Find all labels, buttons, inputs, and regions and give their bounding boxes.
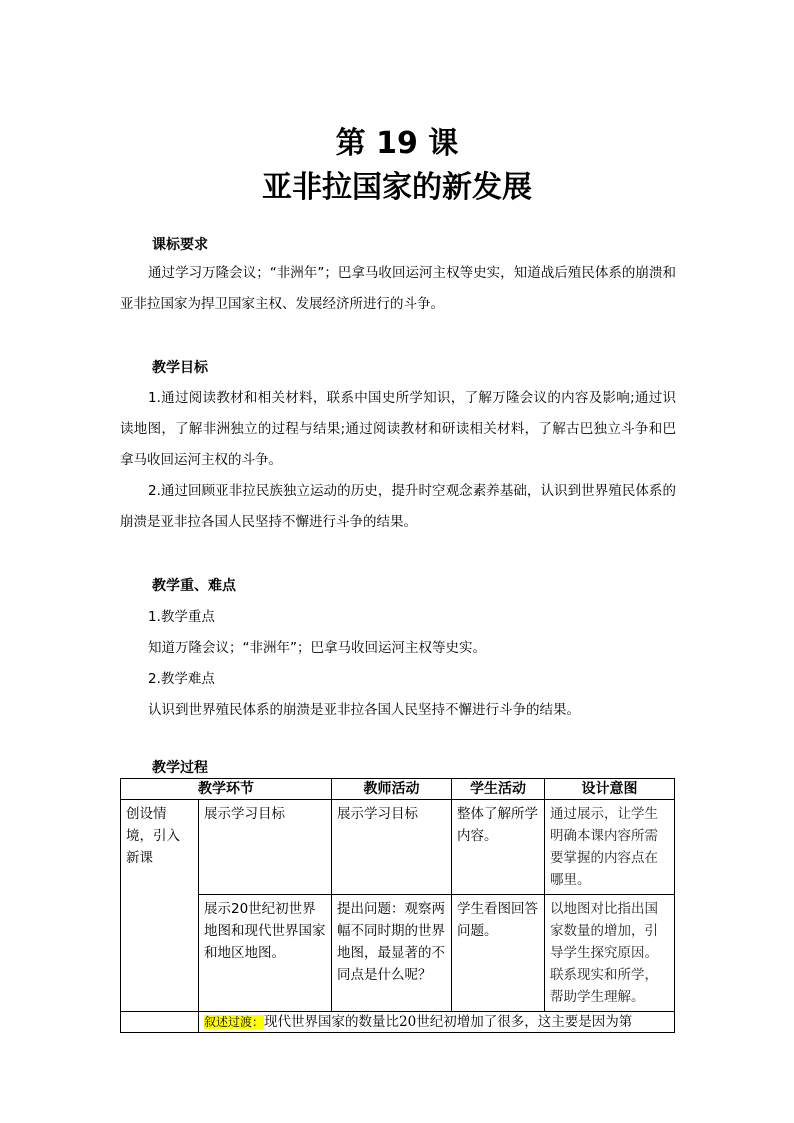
student-cell: 整体了解所学内容。 <box>452 800 545 895</box>
objectives-heading: 教学目标 <box>152 360 208 376</box>
header-design: 设计意图 <box>545 779 675 800</box>
standard-text: 通过学习万隆会议；“非洲年”；巴拿马收回运河主权等史实，知道战后殖民体系的崩溃和亚非拉国家为捍卫国家主权、发展经济所进行的斗争。 <box>120 265 676 312</box>
design-cell: 以地图对比指出国家数量的增加，引导学生探究原因。联系现实和所学，帮助学生理解。 <box>545 895 675 1012</box>
table-row <box>121 895 675 1012</box>
header-stage: 教学环节 <box>121 779 332 800</box>
key-point-text: 知道万隆会议；“非洲年”；巴拿马收回运河主权等史实。 <box>148 640 486 656</box>
table-header-row <box>121 779 675 800</box>
header-student: 学生活动 <box>452 779 545 800</box>
transition-cell <box>199 1012 675 1033</box>
transition-text: 现代世界国家的数量比20世纪初增加了很多，这主要是因为第 <box>264 1014 633 1030</box>
stage-cell: 展示学习目标 <box>199 800 332 895</box>
section-cell: 创设情境，引入新课 <box>121 800 199 1012</box>
transition-label: 叙述过渡： <box>204 1015 265 1029</box>
teacher-cell: 提出问题：观察两幅不同时期的世界地图，最显著的不同点是什么呢？ <box>332 895 452 1012</box>
table-row <box>121 1012 675 1033</box>
header-teacher: 教师活动 <box>332 779 452 800</box>
standard-heading: 课标要求 <box>152 237 208 253</box>
difficulty-label: 2.教学难点 <box>148 671 215 687</box>
design-cell: 通过展示，让学生明确本课内容所需要掌握的内容点在哪里。 <box>545 800 675 895</box>
lesson-number: 第 19 课 <box>335 126 459 161</box>
teacher-cell: 展示学习目标 <box>332 800 452 895</box>
key-points-heading: 教学重、难点 <box>152 578 236 594</box>
student-cell: 学生看图回答问题。 <box>452 895 545 1012</box>
lesson-title: 亚非拉国家的新发展 <box>262 170 532 205</box>
stage-cell: 展示20世纪初世界地图和现代世界国家和地区地图。 <box>199 895 332 1012</box>
process-heading: 教学过程 <box>152 760 208 776</box>
difficulty-text: 认识到世界殖民体系的崩溃是亚非拉各国人民坚持不懈进行斗争的结果。 <box>148 702 580 718</box>
process-table <box>120 778 675 1033</box>
key-point-label: 1.教学重点 <box>148 609 215 625</box>
objective-1: 1.通过阅读教材和相关材料，联系中国史所学知识，了解万隆会议的内容及影响;通过识读地图，了解非洲独立的过程与结果;通过阅读教材和研读相关材料，了解古巴独立斗争和巴拿马收回运河主权的斗争。 <box>120 390 676 468</box>
empty-cell <box>121 1012 199 1033</box>
objective-2: 2.通过回顾亚非拉民族独立运动的历史，提升时空观念素养基础，认识到世界殖民体系的崩溃是亚非拉各国人民坚持不懈进行斗争的结果。 <box>120 483 676 530</box>
table-row <box>121 800 675 895</box>
